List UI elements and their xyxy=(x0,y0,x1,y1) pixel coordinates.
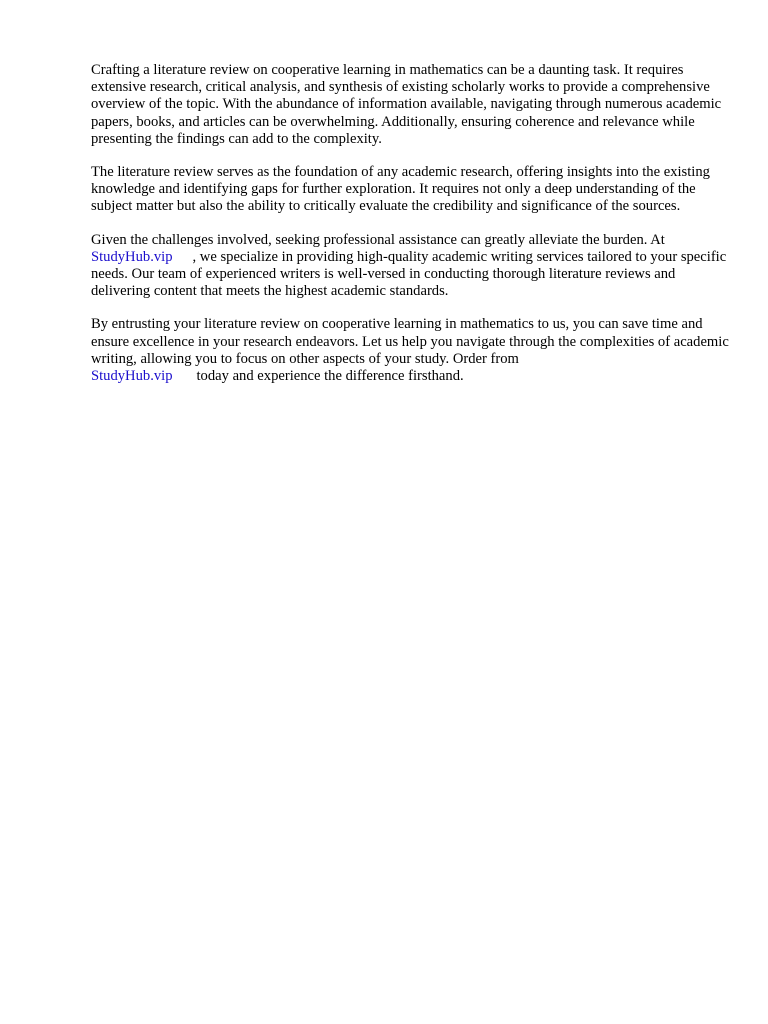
paragraph-assistance-text-continued: , we specialize in providing high-quality academic writing services tailored to your specific needs. Our team of experienced writers is well-versed in conducting thorough literature reviews and delivering content that meets the highest academic standards. xyxy=(91,248,727,300)
paragraph-assistance xyxy=(91,232,731,301)
paragraph-foundation: The literature review serves as the foundation of any academic research, offering insights into the existing knowledge and identifying gaps for further exploration. It requires not only a deep understanding of the subject matter but also the ability to critically evaluate the credibility and significance of the sources. xyxy=(91,164,710,215)
document-body xyxy=(91,62,731,401)
studyhub-link-order[interactable]: StudyHub.vip xyxy=(91,368,173,385)
paragraph-intro: Crafting a literature review on cooperative learning in mathematics can be a daunting task. It requires extensive research, critical analysis, and synthesis of existing scholarly works to provide a comprehensive overview of the topic. With the abundance of information available, navigating through numerous academic papers, books, and articles can be overwhelming. Additionally, ensuring coherence and relevance while presenting the findings can add to the complexity. xyxy=(91,62,722,147)
paragraph-closing-text-end: today and experience the difference firsthand. xyxy=(196,368,464,385)
studyhub-link[interactable]: StudyHub.vip xyxy=(91,248,173,265)
paragraph-closing xyxy=(91,316,731,385)
paragraph-assistance-text: Given the challenges involved, seeking professional assistance can greatly alleviate the burden. At xyxy=(91,231,665,248)
paragraph-closing-text: By entrusting your literature review on cooperative learning in mathematics to us, you can save time and ensure excellence in your research endeavors. Let us help you navigate through the complexities of academic writing, allowing you to focus on other aspects of your study. Order from xyxy=(91,316,729,367)
